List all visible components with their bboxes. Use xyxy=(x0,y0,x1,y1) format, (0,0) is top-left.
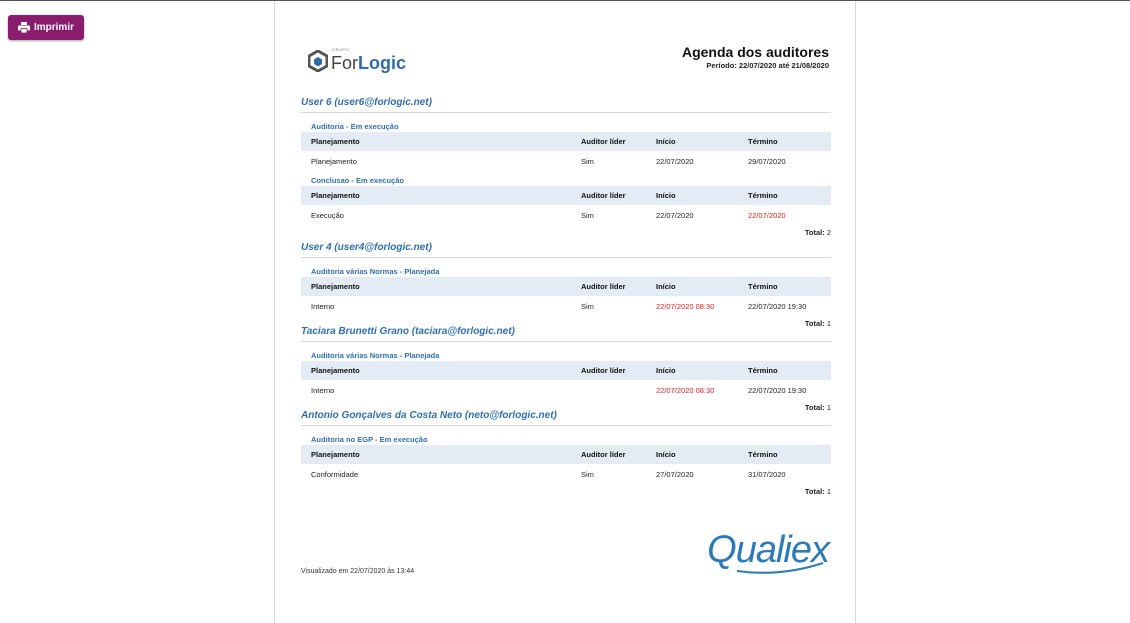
total-count: Total: 2 xyxy=(804,228,831,237)
col-termino: Término xyxy=(748,137,778,146)
audit-table xyxy=(301,132,831,172)
audit-title: Conclusao - Em execução xyxy=(311,176,404,185)
table-header: Planejamento Auditor líder Início Término xyxy=(301,361,831,380)
forlogic-logo xyxy=(308,47,406,74)
table-row: Execução Sim 22/07/2020 22/07/2020 xyxy=(311,211,786,220)
col-inicio: Início xyxy=(656,137,676,146)
hexagon-logo-icon xyxy=(308,50,328,72)
logo-grupo: GRUPO xyxy=(332,47,350,52)
user-name: Antonio Gonçalves da Costa Neto (neto@forlogic.net) xyxy=(301,410,831,426)
audit-table xyxy=(301,361,831,401)
table-row: Interno 22/07/2020 08:30 22/07/2020 19:30 xyxy=(311,386,807,395)
audit-table xyxy=(301,277,831,317)
table-header: Planejamento Auditor líder Início Término xyxy=(301,445,831,464)
total-count: Total: 1 xyxy=(804,403,831,412)
table-row: Interno Sim 22/07/2020 08:30 22/07/2020 19:30 xyxy=(311,302,807,311)
report-title: Agenda dos auditores xyxy=(681,44,829,60)
viewed-timestamp: Visualizado em 22/07/2020 às 13:44 xyxy=(301,568,415,575)
logo-wordmark: ForLogic xyxy=(331,53,406,73)
print-button-label: Imprimir xyxy=(33,22,74,33)
qualiex-swoosh-icon xyxy=(735,561,825,575)
col-auditor-lider: Auditor líder xyxy=(581,137,626,146)
user-name: User 6 (user6@forlogic.net) xyxy=(301,97,831,113)
print-button[interactable] xyxy=(8,15,84,40)
user-name: User 4 (user4@forlogic.net) xyxy=(301,242,831,258)
col-planejamento: Planejamento xyxy=(311,137,360,146)
audit-title: Auditoria no EGP - Em execução xyxy=(311,435,428,444)
table-row: Conformidade Sim 27/07/2020 31/07/2020 xyxy=(311,470,786,479)
user-section xyxy=(301,242,831,328)
report-period: Período: 22/07/2020 até 21/08/2020 xyxy=(706,61,829,70)
table-header xyxy=(301,132,831,151)
audit-title: Auditoria - Em execução xyxy=(311,122,399,131)
total-count: Total: 1 xyxy=(804,319,831,328)
table-header: Planejamento Auditor líder Início Término xyxy=(301,277,831,296)
table-header: Planejamento Auditor líder Início Término xyxy=(301,186,831,205)
audit-table xyxy=(301,445,831,485)
audit-title: Auditoria várias Normas - Planejada xyxy=(311,267,440,276)
audit-title: Auditoria várias Normas - Planejada xyxy=(311,351,440,360)
qualiex-logo: Qualiex xyxy=(707,529,829,571)
printer-icon xyxy=(18,22,30,33)
user-section xyxy=(301,97,831,237)
report-page xyxy=(274,1,856,623)
user-name: Taciara Brunetti Grano (taciara@forlogic.net) xyxy=(301,326,831,342)
user-section xyxy=(301,410,831,496)
total-count: Total: 1 xyxy=(804,487,831,496)
audit-table xyxy=(301,186,831,226)
table-row: Planejamento Sim 22/07/2020 29/07/2020 xyxy=(311,157,786,166)
user-section xyxy=(301,326,831,412)
